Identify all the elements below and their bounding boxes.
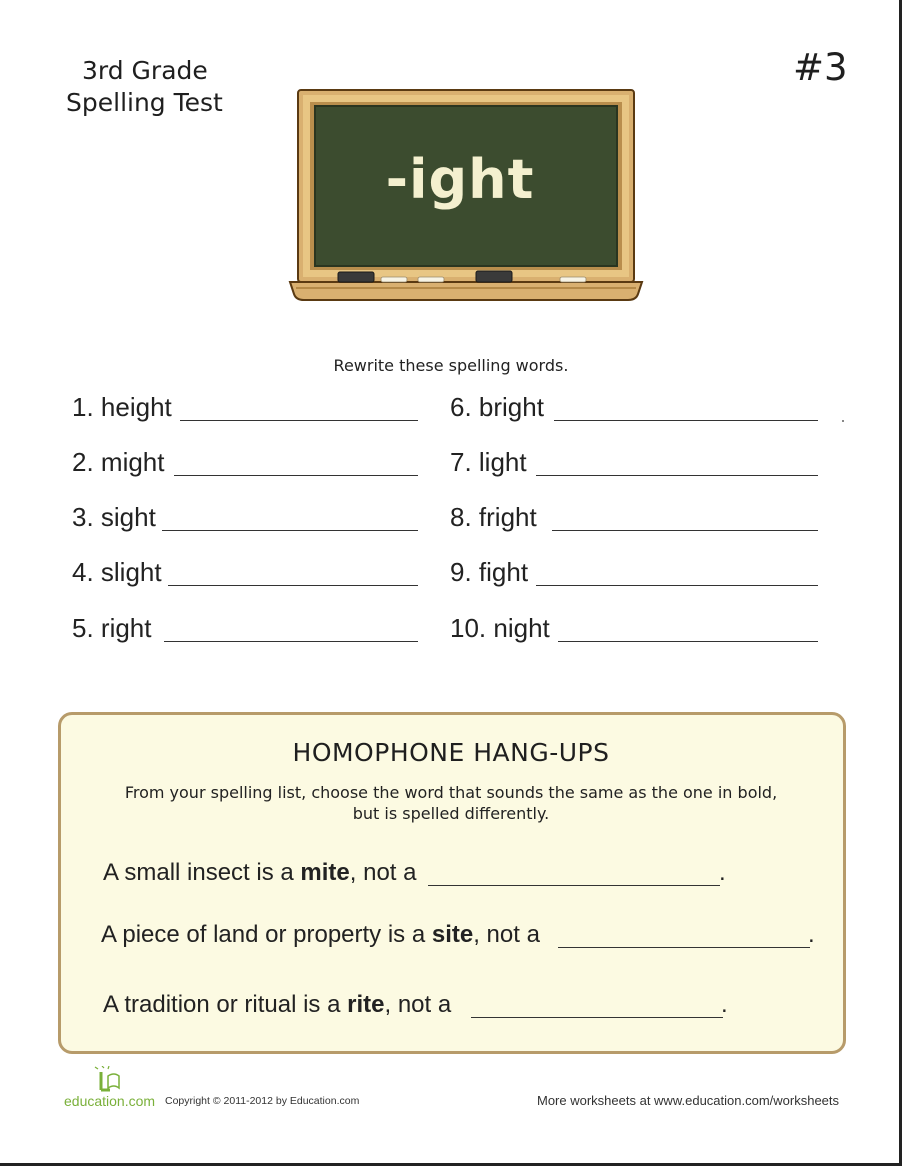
title-line-test: Spelling Test (66, 88, 223, 117)
sentence-1-tail: , not a (349, 859, 417, 886)
spelling-word-3: 3. sight (72, 502, 156, 532)
spelling-word-4: 4. slight (72, 557, 162, 587)
homophone-sentence-3 (103, 991, 451, 1019)
answer-blank-9[interactable] (536, 585, 818, 586)
homophone-blank-3[interactable] (471, 1017, 723, 1018)
answer-blank-6[interactable] (554, 420, 818, 421)
spelling-word-10: 10. night (450, 613, 550, 643)
title-line-grade: 3rd Grade (82, 56, 208, 85)
homophone-sentence-2 (101, 921, 540, 949)
sentence-1-period: . (719, 859, 726, 886)
homophone-title: HOMOPHONE HANG-UPS (292, 738, 610, 767)
homophone-blank-1[interactable] (428, 885, 720, 886)
spelling-word-9: 9. fight (450, 557, 529, 587)
sentence-2-period: . (808, 921, 815, 948)
sentence-2-text: A piece of land or property is a (101, 921, 432, 948)
sentence-3-text: A tradition or ritual is a (103, 991, 348, 1018)
answer-blank-8[interactable] (552, 530, 818, 531)
sentence-2-tail: , not a (473, 921, 540, 948)
spelling-word-6: 6. bright (450, 392, 544, 422)
sentence-3-period: . (721, 991, 728, 1018)
answer-blank-2[interactable] (174, 475, 418, 476)
sentence-3-bold-word: rite (347, 991, 385, 1018)
spelling-word-1: 1. height (72, 392, 172, 422)
homophone-blank-2[interactable] (558, 947, 810, 948)
homophone-instruction-line1: From your spelling list, choose the word that sounds the same as the one in bold, (124, 783, 778, 802)
sentence-1-text: A small insect is a (103, 859, 301, 886)
homophone-sentence-1 (103, 859, 416, 887)
education-logo-text: education.com (64, 1093, 156, 1109)
print-speck (842, 420, 844, 422)
answer-blank-4[interactable] (168, 585, 418, 586)
sentence-3-tail: , not a (384, 991, 452, 1018)
answer-blank-1[interactable] (180, 420, 418, 421)
footer-more-worksheets-link[interactable]: More worksheets at www.education.com/worksheets (537, 1093, 840, 1108)
spelling-word-8: 8. fright (450, 502, 537, 532)
sentence-2-bold-word: site (431, 921, 474, 948)
chalkboard-word-family: -ight (385, 148, 535, 211)
spelling-word-2: 2. might (72, 447, 165, 477)
answer-blank-7[interactable] (536, 475, 818, 476)
sentence-1-bold-word: mite (300, 859, 350, 886)
spelling-word-7: 7. light (450, 447, 527, 477)
test-number: #3 (793, 46, 848, 89)
answer-blank-5[interactable] (164, 641, 418, 642)
rewrite-instruction: Rewrite these spelling words. (333, 356, 569, 375)
answer-blank-3[interactable] (162, 530, 418, 531)
footer-copyright: Copyright © 2011-2012 by Education.com (165, 1095, 360, 1107)
homophone-instruction-line2: but is spelled differently. (352, 804, 550, 823)
spelling-word-5: 5. right (72, 613, 152, 643)
answer-blank-10[interactable] (558, 641, 818, 642)
